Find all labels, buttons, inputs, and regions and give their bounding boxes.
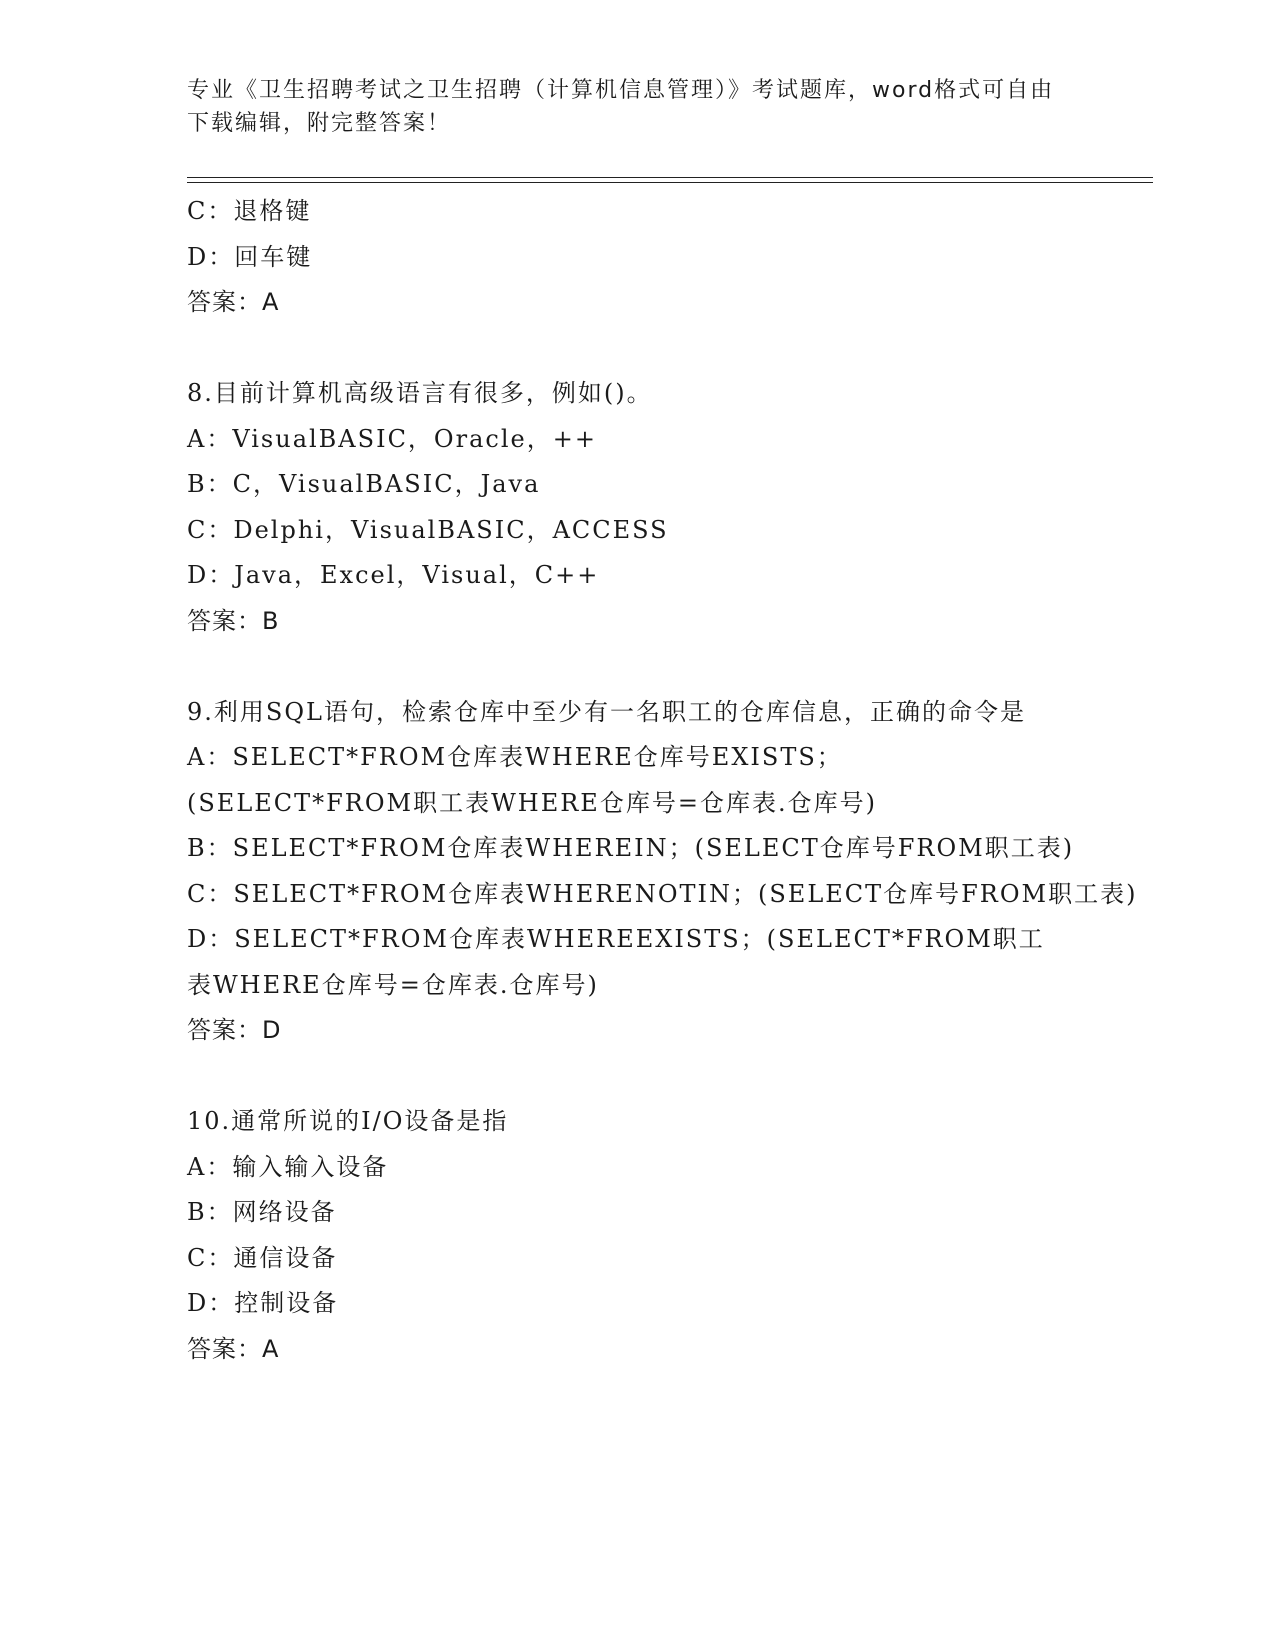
- question-10: [187, 1099, 1067, 1372]
- option-a: A：VisualBASIC，Oracle，++: [187, 424, 597, 453]
- spacer: [187, 326, 1067, 372]
- header-rule-bottom: [187, 182, 1153, 183]
- option-d: D：回车键: [187, 242, 313, 271]
- option-d: D：控制设备: [187, 1289, 339, 1317]
- option-c: C：退格键: [187, 197, 312, 225]
- option-c: C：通信设备: [187, 1243, 338, 1272]
- question-stem: 10.通常所说的I/O设备是指: [187, 1107, 509, 1135]
- answer: 答案：D: [187, 1016, 282, 1044]
- answer: 答案：A: [187, 288, 280, 316]
- header-rule-top: [187, 177, 1153, 178]
- question-8: [187, 371, 1067, 644]
- option-b: B：SELECT*FROM仓库表WHEREIN；(SELECT仓库号FROM职工表): [187, 834, 1075, 862]
- document-header: 专业《卫生招聘考试之卫生招聘（计算机信息管理）》考试题库，word格式可自由下载编辑，附完整答案！: [187, 78, 1055, 136]
- question-7: [187, 189, 1067, 326]
- question-9: [187, 690, 1138, 1054]
- answer: 答案：B: [187, 606, 280, 635]
- option-d: D：SELECT*FROM仓库表WHEREEXISTS；(SELECT*FROM职工表WHERE仓库号=仓库表.仓库号): [187, 925, 1045, 999]
- option-c: C：Delphi，VisualBASIC，ACCESS: [187, 515, 669, 544]
- question-list: [187, 189, 1138, 1372]
- answer: 答案：A: [187, 1334, 280, 1363]
- question-stem: 8.目前计算机高级语言有很多，例如()。: [187, 379, 653, 407]
- option-b: B：网络设备: [187, 1198, 337, 1226]
- question-stem: 9.利用SQL语句，检索仓库中至少有一名职工的仓库信息，正确的命令是: [187, 697, 1026, 726]
- spacer: [187, 644, 1067, 690]
- spacer: [187, 1054, 1067, 1100]
- option-a: A：SELECT*FROM仓库表WHERE仓库号EXISTS；(SELECT*FROM职工表WHERE仓库号=仓库表.仓库号): [187, 743, 877, 817]
- option-a: A：输入输入设备: [187, 1152, 389, 1181]
- option-d: D：Java，Excel，Visual，C++: [187, 561, 600, 589]
- option-b: B：C，VisualBASIC，Java: [187, 470, 541, 498]
- option-c: C：SELECT*FROM仓库表WHERENOTIN；(SELECT仓库号FROM职工表): [187, 879, 1138, 908]
